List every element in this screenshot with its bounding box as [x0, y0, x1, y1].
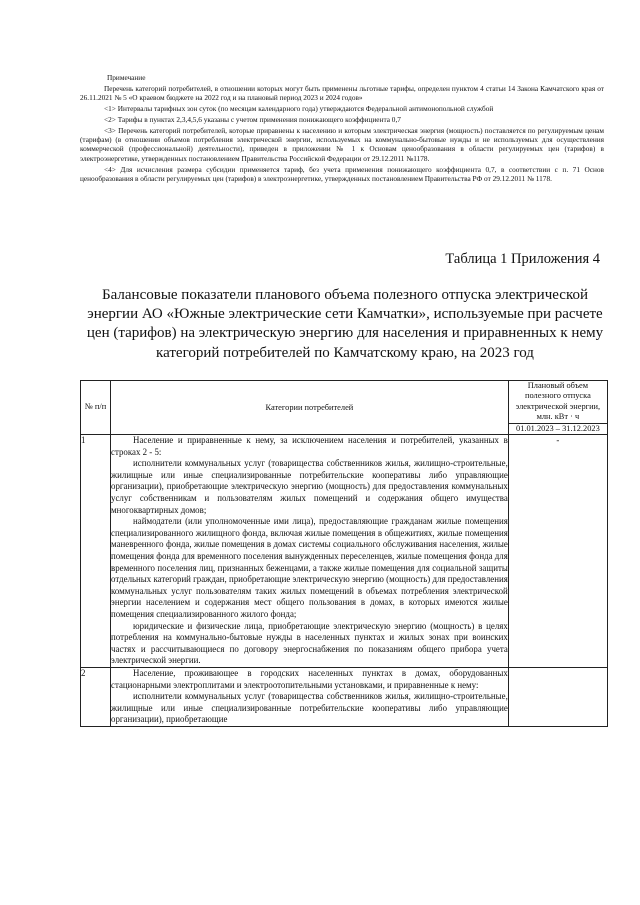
row-value — [508, 667, 607, 726]
col-header-category: Категории потребителей — [111, 381, 509, 435]
category-paragraph: наймодатели (или уполномоченные ими лица), предоставляющие гражданам жилые помещения специализированного жилищного фонда, включая жилые помещения в общежитиях, жилые помещения маневренного фонда, жилые помещения в домах системы социального обслуживания населения, жилые помещения фонда для временного поселения вынужденных переселенцев, жилые помещения фонда для временного поселения лиц, признанных беженцами, а также жилые помещения для социальной защиты отдельных категорий граждан, приобретающие электрическую энергию (мощность) для предоставления коммунальных услуг пользователям таких жилых помещений в объемах потребления электрической энергии населением и содержания мест общего пользования в домах, в которых имеются жилые помещения специализированного жилого фонда; — [111, 516, 508, 619]
category-paragraph: Население, проживающее в городских населенных пунктах в домах, оборудованных стационарными электроплитами и электроотопительными установками, и приравненные к нему: — [111, 667, 508, 690]
table-row — [81, 435, 608, 668]
note-paragraph: <3> Перечень категорий потребителей, которые приравнены к населению и которым электрическая энергия (мощность) поставляется по регулируемым ценам (тарифам) (в отношении объемов потребления электрической энергии, используемых на коммунально-бытовые нужды и не используемых для осуществления коммерческой (профессиональной) деятельности), приведен в приложении № 1 к Основам ценообразования в области регулируемых цен (тарифов) в электроэнергетике, утвержденных постановлением Правительства Российской Федерации от 29.12.2011 №1178. — [80, 125, 604, 163]
category-paragraph: исполнители коммунальных услуг (товарищества собственников жилья, жилищно-строительные, жилищные или иные специализированные потребительские кооперативы либо управляющие организации), приобретающие — [111, 691, 508, 725]
col-header-number: № п/п — [81, 381, 111, 435]
row-category — [111, 667, 509, 726]
note-paragraph: Перечень категорий потребителей, в отношении которых могут быть применены льготные тарифы, определен пунктом 4 статьи 14 Закона Камчатского края от 26.11.2021 № 5 «О краевом бюджете на 2022 год и на плановый период 2023 и 2024 годов» — [80, 83, 604, 103]
balance-table — [80, 380, 608, 727]
note-paragraph: <1> Интервалы тарифных зон суток (по месяцам календарного года) утверждаются Федеральной антимонопольной службой — [104, 104, 494, 114]
table-row — [81, 667, 608, 726]
row-value: - — [508, 435, 607, 668]
notes-section — [80, 73, 604, 185]
category-paragraph: Население и приравненные к нему, за исключением населения и потребителей, указанных в строках 2 - 5: — [111, 435, 508, 457]
note-paragraph: <2> Тарифы в пунктах 2,3,4,5,6 указаны с учетом применения понижающего коэффициента 0,7 — [104, 114, 401, 124]
table-caption: Таблица 1 Приложения 4 — [445, 251, 600, 267]
category-paragraph: исполнители коммунальных услуг (товарищества собственников жилья, жилищно-строительные, жилищные или иные специализированные потребительские кооперативы либо управляющие организации), приобретающие электрическую энергию (мощность) для предоставления коммунальных услуг собственникам и пользователям жилых помещений и содержания общего имущества многоквартирных домов; — [111, 458, 508, 515]
document-title: Балансовые показатели планового объема полезного отпуска электрической энергии АО «Южные электрические сети Камчатки», используемые при расчете цен (тарифов) на электрическую энергию для населения и приравненных к нему категорий потребителей по Камчатскому краю, на 2023 год — [86, 287, 604, 361]
table-header-row — [81, 381, 608, 424]
row-number: 2 — [81, 667, 111, 726]
row-number: 1 — [81, 435, 111, 668]
row-category — [111, 435, 509, 668]
col-header-period: 01.01.2023 – 31.12.2023 — [508, 423, 607, 434]
col-header-volume: Плановый объем полезного отпуска электрической энергии, млн. кВт · ч — [508, 381, 607, 424]
notes-header: Примечание — [107, 73, 146, 82]
note-paragraph: <4> Для исчисления размера субсидии применяется тариф, без учета применения понижающего коэффициента 0,7, в соответствии с п. 71 Основ ценообразования в области регулируемых цен (тарифов) в электроэнергетике, утвержденных постановлением Правительства РФ от 29.12.2011 № 1178. — [80, 164, 604, 183]
category-paragraph: юридические и физические лица, приобретающие электрическую энергию (мощность) в целях потребления на коммунально-бытовые нужды в населенных пунктах и жилых зонах при воинских частях и рассчитывающиеся по договору энергоснабжения по показаниям общего прибора учета электрической энергии. — [111, 620, 508, 666]
